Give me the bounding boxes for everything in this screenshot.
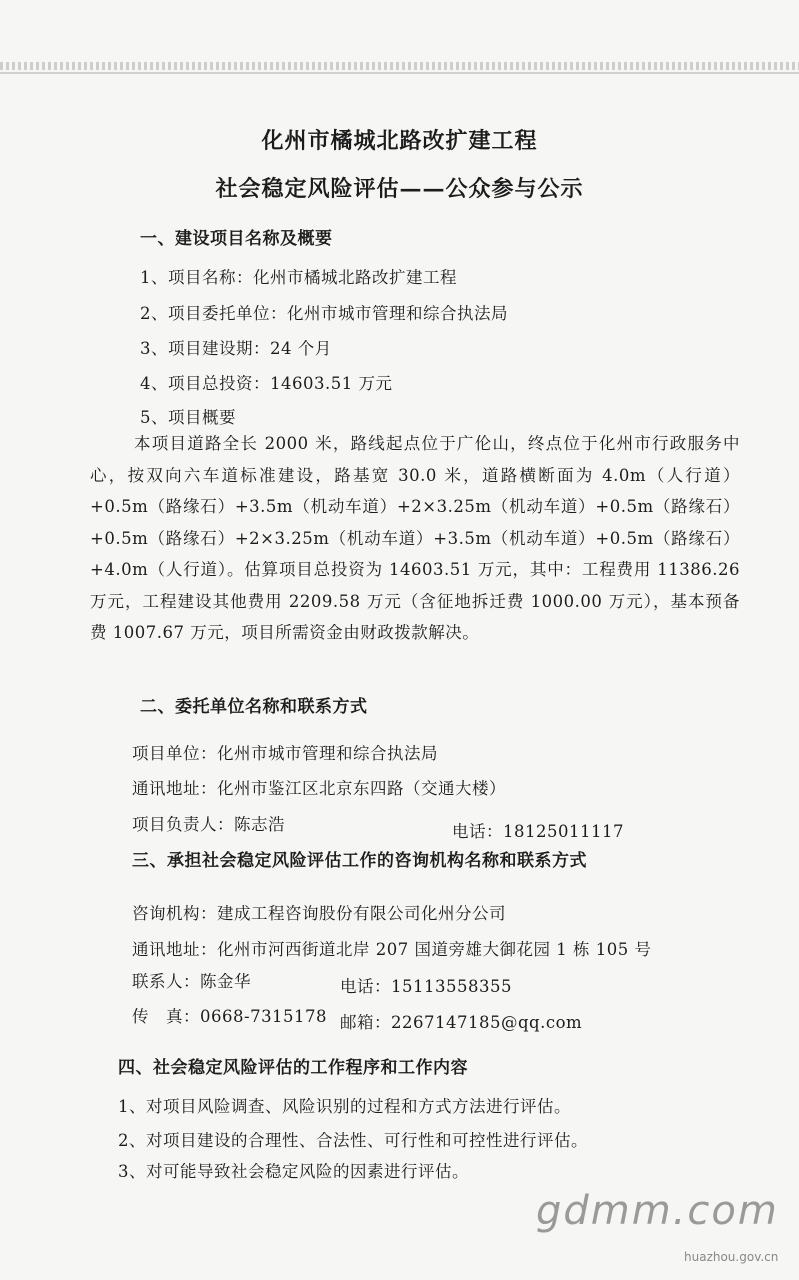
project-investment: 4、项目总投资：14603.51 万元 bbox=[140, 374, 393, 393]
client-person: 项目负责人：陈志浩 bbox=[132, 815, 285, 834]
project-summary-label: 5、项目概要 bbox=[140, 408, 236, 427]
project-name: 1、项目名称：化州市橘城北路改扩建工程 bbox=[140, 268, 457, 287]
consultant-contact: 联系人：陈金华 bbox=[132, 972, 251, 991]
client-address: 通讯地址：化州市鉴江区北京东四路（交通大楼） bbox=[132, 779, 506, 798]
doc-title: 化州市橘城北路改扩建工程 bbox=[261, 128, 538, 154]
project-period: 3、项目建设期：24 个月 bbox=[140, 339, 332, 358]
section-4-heading: 四、社会稳定风险评估的工作程序和工作内容 bbox=[118, 1058, 468, 1078]
section-3-heading: 三、承担社会稳定风险评估工作的咨询机构名称和联系方式 bbox=[132, 851, 587, 871]
procedure-item-1: 1、对项目风险调查、风险识别的过程和方式方法进行评估。 bbox=[118, 1097, 571, 1116]
watermark-site: huazhou.gov.cn bbox=[684, 1250, 779, 1264]
project-summary-text: 本项目道路全长 2000 米，路线起点位于广伦山，终点位于化州市行政服务中心，按双向六车道标准建设，路基宽 30.0 米，道路横断面为 4.0m（人行道）+0.5m（路缘石）+3.5m（机动车道）+2×3.25m（机动车道）+0.5m（路缘石）+0.5m（路缘石）+2×3.25m（机动车道）+3.5m（机动车道）+0.5m（路缘石）+4.0m（人行道）。估算项目总投资为 14603.51 万元，其中：工程费用 11386.26 万元，工程建设其他费用 2209.58 万元（含征地拆迁费 1000.00 万元），基本预备费 1007.67 万元，项目所需资金由财政拨款解决。 bbox=[90, 434, 740, 642]
doc-subtitle: 社会稳定风险评估——公众参与公示 bbox=[215, 176, 584, 202]
project-client: 2、项目委托单位：化州市城市管理和综合执法局 bbox=[140, 304, 508, 323]
scan-edge-artifact bbox=[0, 62, 799, 70]
procedure-item-3: 3、对可能导致社会稳定风险的因素进行评估。 bbox=[118, 1162, 469, 1181]
client-phone: 电话：18125011117 bbox=[452, 822, 624, 841]
watermark-brand: gdmm.com bbox=[536, 1188, 779, 1234]
consultant-address: 通讯地址：化州市河西街道北岸 207 国道旁雄大御花园 1 栋 105 号 bbox=[132, 940, 652, 959]
section-2-heading: 二、委托单位名称和联系方式 bbox=[140, 697, 368, 717]
scan-edge-line bbox=[0, 72, 799, 74]
consultant-org: 咨询机构：建成工程咨询股份有限公司化州分公司 bbox=[132, 904, 506, 923]
client-unit: 项目单位：化州市城市管理和综合执法局 bbox=[132, 744, 438, 763]
consultant-phone: 电话：15113558355 bbox=[340, 977, 512, 996]
procedure-item-2: 2、对项目建设的合理性、合法性、可行性和可控性进行评估。 bbox=[118, 1131, 588, 1150]
consultant-email: 邮箱：2267147185@qq.com bbox=[340, 1013, 583, 1032]
section-1-heading: 一、建设项目名称及概要 bbox=[140, 229, 333, 249]
consultant-fax: 传 真：0668-7315178 bbox=[132, 1007, 328, 1026]
